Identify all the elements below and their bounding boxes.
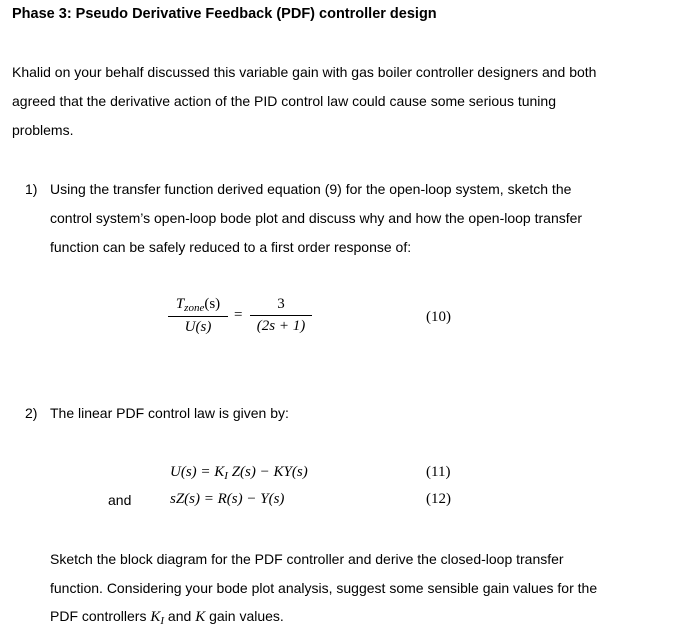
eq11-rhs: Z(s) − KY(s) xyxy=(227,464,308,480)
item-2-line-1: The linear PDF control law is given by: xyxy=(50,405,289,421)
intro-line-3: problems. xyxy=(12,122,74,138)
item-1-line-3: function can be safely reduced to a first order response of: xyxy=(50,239,412,255)
intro-line-2: agreed that the derivative action of the PID control law could cause some serious tuning xyxy=(12,93,556,109)
eq12-number: (12) xyxy=(426,491,451,507)
eq11-number: (11) xyxy=(426,464,451,480)
eq10-lhs-denominator: U(s) xyxy=(184,319,212,335)
eq10-equals: = xyxy=(234,307,243,323)
intro-line-1: Khalid on your behalf discussed this variable gain with gas boiler controller designers and both xyxy=(12,64,597,80)
equation-12: sZ(s) = R(s) − Y(s) xyxy=(170,491,285,507)
eq10-lhs-numerator: $T_{zone}(s)$ xyxy=(175,296,221,314)
eq10-rhs-denominator: (2s + 1) xyxy=(256,318,306,334)
k-symbol: K xyxy=(195,609,206,625)
closing-line-2: function. Considering your bode plot analysis, suggest some sensible gain values for the xyxy=(50,580,598,596)
closing-line-1: Sketch the block diagram for the PDF controller and derive the closed-loop transfer xyxy=(50,551,564,567)
item-1-line-2: control system’s open-loop bode plot and discuss why and how the open-loop transfer xyxy=(50,210,583,226)
eq10-lhs-fraction-bar xyxy=(168,316,228,317)
eq10-rhs-numerator: 3 xyxy=(277,296,285,312)
eq12-and-label: and xyxy=(108,492,132,508)
eq10-lhs-fraction xyxy=(168,296,228,336)
eq10-rhs-fraction-bar xyxy=(250,315,312,316)
eq10-number: (10) xyxy=(426,309,451,325)
eq11-lhs: U(s) = K xyxy=(170,464,225,480)
item-1-line-1: Using the transfer function derived equation (9) for the open-loop system, sketch the xyxy=(50,181,572,197)
eq10-rhs-fraction xyxy=(250,296,312,335)
item-2-marker: 2) xyxy=(25,405,38,421)
closing-line-3: PDF controllers $K_I$ and K gain values. xyxy=(50,608,284,627)
page-title: Phase 3: Pseudo Derivative Feedback (PDF) controller design xyxy=(12,6,437,22)
equation-11 xyxy=(170,464,308,482)
item-1-marker: 1) xyxy=(25,181,38,197)
ki-symbol: K xyxy=(150,609,161,625)
eq11-ki-subscript: I xyxy=(224,470,228,482)
